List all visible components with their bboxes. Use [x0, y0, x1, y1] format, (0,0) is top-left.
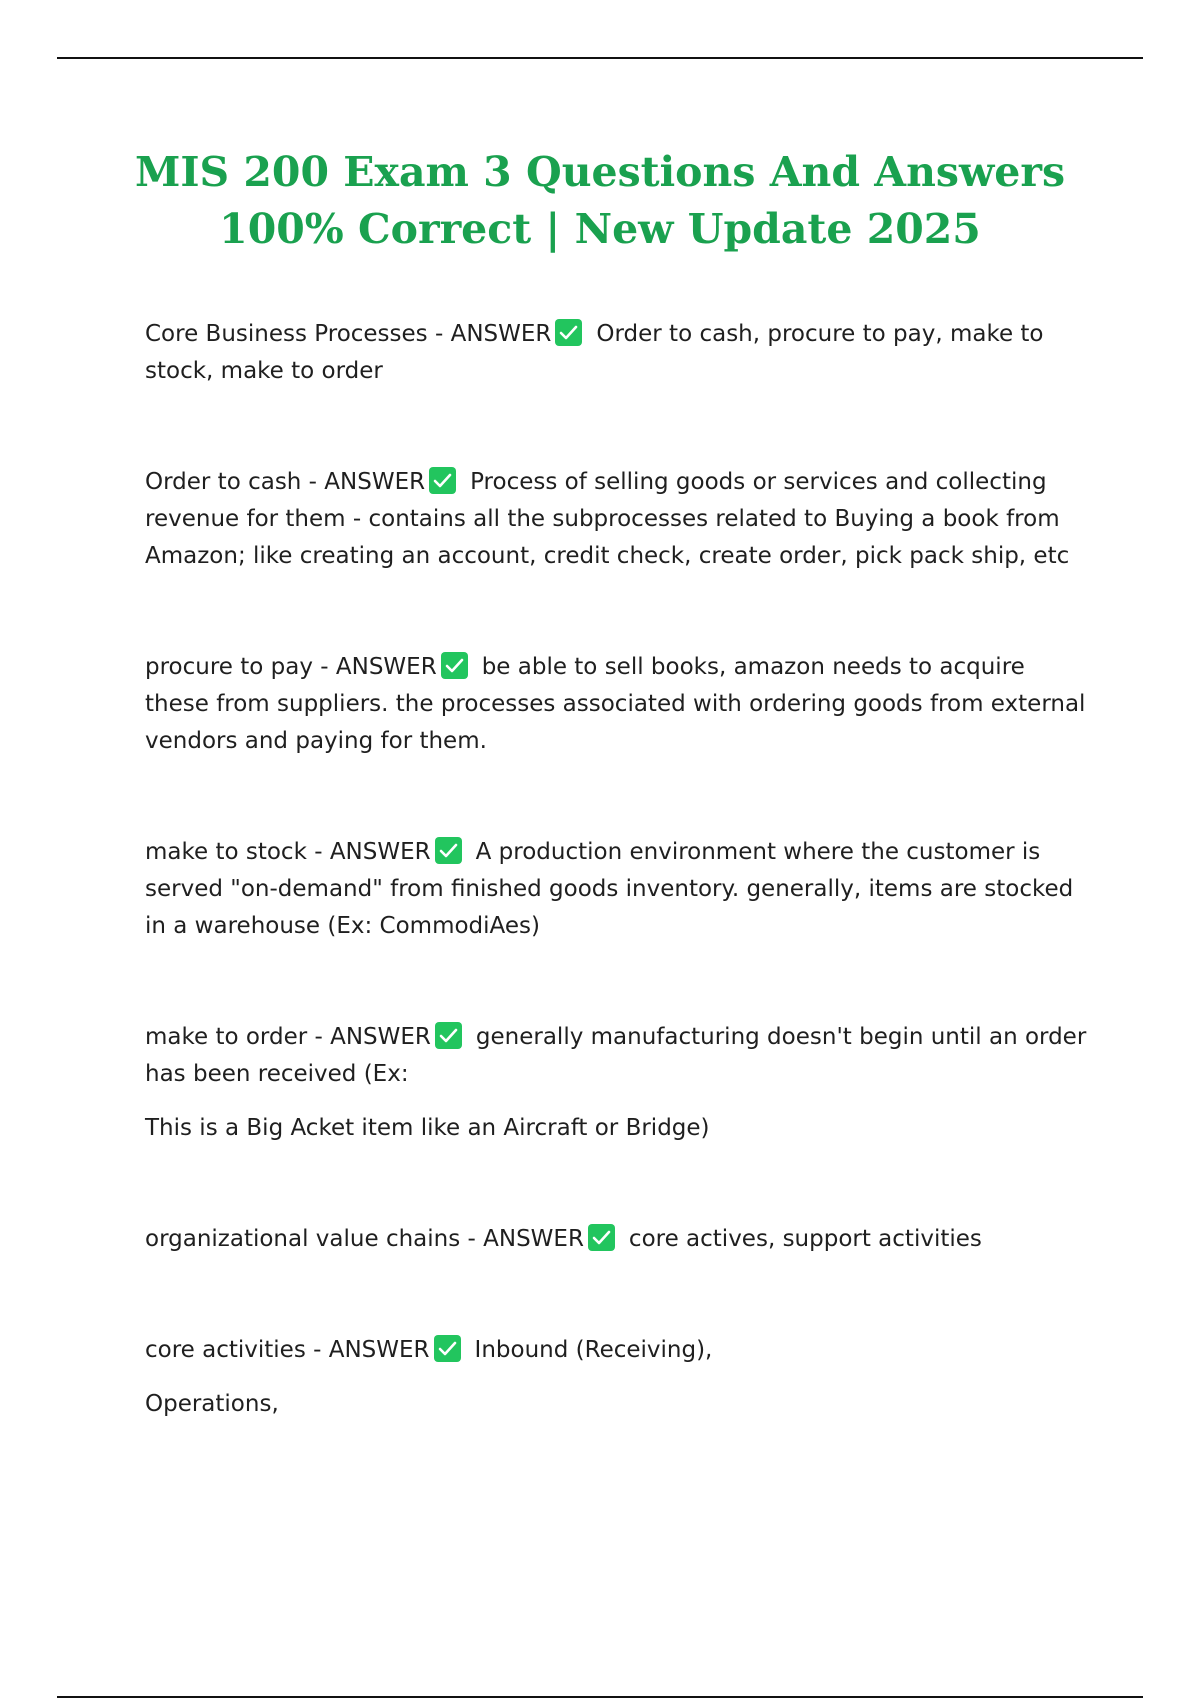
qa-paragraph — [145, 1221, 1095, 1258]
qa-term: Order to cash - ANSWER — [145, 469, 426, 495]
qa-term: Core Business Processes - ANSWER — [145, 321, 552, 347]
qa-answer: Inbound (Receiving), — [474, 1337, 713, 1363]
qa-answer: generally manufacturing doesn't begin until an order has been received (Ex: — [145, 1024, 1087, 1087]
qa-continuation: Operations, — [145, 1391, 279, 1417]
check-mark-box-icon — [435, 837, 462, 864]
check-mark-box-icon — [434, 1335, 461, 1362]
document-title — [100, 144, 1100, 258]
check-mark-box-icon — [555, 319, 582, 346]
qa-entry-procure-to-pay — [145, 649, 1095, 760]
qa-term: core activities - ANSWER — [145, 1337, 430, 1363]
bottom-rule — [57, 1696, 1143, 1698]
qa-list — [145, 316, 1095, 1497]
qa-paragraph — [145, 1019, 1095, 1093]
qa-term: procure to pay - ANSWER — [145, 654, 437, 680]
qa-entry-make-to-stock — [145, 834, 1095, 945]
qa-continuation: This is a Big Acket item like an Aircraft or Bridge) — [145, 1115, 710, 1141]
check-mark-box-icon — [441, 652, 468, 679]
qa-term: make to order - ANSWER — [145, 1024, 431, 1050]
check-mark-box-icon — [429, 467, 456, 494]
qa-answer: be able to sell books, amazon needs to acquire these from suppliers. the processes associated with ordering goods from external vendors and paying for them. — [145, 654, 1086, 754]
qa-answer: core actives, support activities — [628, 1226, 982, 1252]
qa-entry-make-to-order — [145, 1019, 1095, 1147]
qa-answer: A production environment where the customer is served "on-demand" from finished goods inventory. generally, items are stocked in a warehouse (Ex: CommodiAes) — [145, 839, 1074, 939]
qa-paragraph — [145, 1332, 1095, 1369]
title-line-1: MIS 200 Exam 3 Questions And Answers — [134, 148, 1066, 196]
qa-answer: Order to cash, procure to pay, make to stock, make to order — [145, 321, 1044, 384]
top-rule — [57, 57, 1143, 59]
qa-entry-core-activities — [145, 1332, 1095, 1423]
qa-entry-organizational-value-chains — [145, 1221, 1095, 1258]
title-line-2: 100% Correct | New Update 2025 — [219, 205, 981, 253]
qa-paragraph — [145, 834, 1095, 945]
check-mark-box-icon — [435, 1022, 462, 1049]
qa-paragraph — [145, 316, 1095, 390]
qa-paragraph — [145, 649, 1095, 760]
qa-term: make to stock - ANSWER — [145, 839, 431, 865]
qa-answer: Process of selling goods or services and collecting revenue for them - contains all the subprocesses related to Buying a book from Amazon; like creating an account, credit check, create order, pick pack ship, etc — [145, 469, 1070, 569]
qa-entry-order-to-cash — [145, 464, 1095, 575]
qa-term: organizational value chains - ANSWER — [145, 1226, 584, 1252]
qa-paragraph — [145, 464, 1095, 575]
check-mark-box-icon — [588, 1224, 615, 1251]
qa-entry-core-business-processes — [145, 316, 1095, 390]
